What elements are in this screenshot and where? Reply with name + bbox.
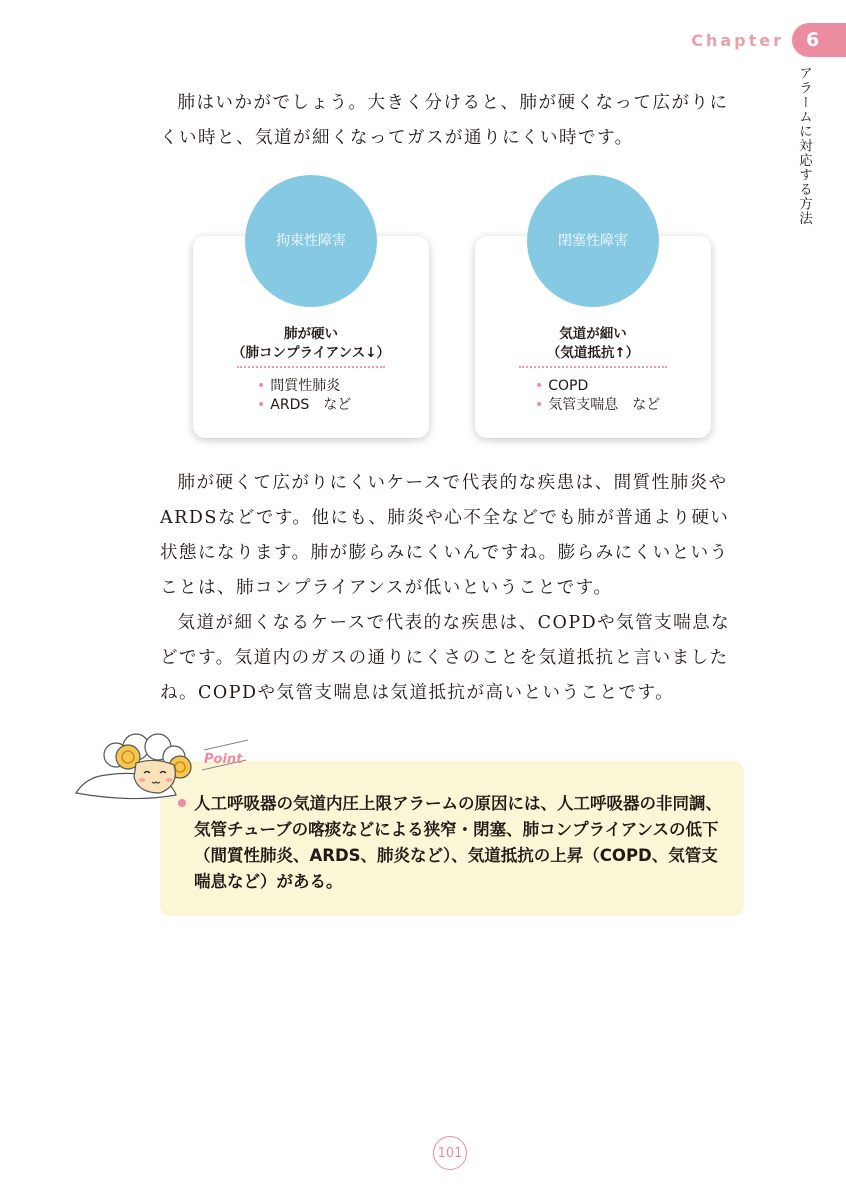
obstructive-circle: 閉塞性障害 xyxy=(527,175,659,307)
restrictive-heading-line2: （肺コンプライアンス↓） xyxy=(231,345,391,361)
dotted-divider xyxy=(519,366,667,368)
restrictive-circle: 拘束性障害 xyxy=(245,175,377,307)
body-paragraph-1: 肺が硬くて広がりにくいケースで代表的な疾患は、間質性肺炎やARDSなどです。他にも、肺炎や心不全などでも肺が普通より硬い状態になります。肺が膨らみにくいんですね。膨らみにくいということは、肺コンプライアンスが低いということです。 xyxy=(160,473,730,598)
obstructive-disease-list xyxy=(535,377,660,415)
sheep-mascot-icon xyxy=(72,733,198,801)
restrictive-card-heading xyxy=(193,325,429,363)
intro-paragraph: 肺はいかがでしょう。大きく分けると、肺が硬くなって広がりにくい時と、気道が細くなってガスが通りにくい時です。 xyxy=(160,93,729,148)
list-item: • COPD xyxy=(535,377,660,396)
list-item: • ARDS など xyxy=(257,396,351,415)
list-item: • 気管支喘息 など xyxy=(535,396,660,415)
obstructive-heading-line2: （気道抵抗↑） xyxy=(546,345,640,361)
restrictive-heading-line1: 肺が硬い xyxy=(284,326,338,342)
dotted-divider xyxy=(237,366,385,368)
chapter-number: 6 xyxy=(792,23,846,57)
body-paragraph-2: 気道が細くなるケースで代表的な疾患は、COPDや気管支喘息などです。気道内のガスの通りにくさのことを気道抵抗と言いましたね。COPDや気管支喘息は気道抵抗が高いということです。 xyxy=(160,613,731,703)
obstructive-heading-line1: 気道が細い xyxy=(559,326,627,342)
list-item: • 間質性肺炎 xyxy=(257,377,351,396)
obstructive-card-heading xyxy=(475,325,711,363)
side-title: アラームに対応する方法 xyxy=(796,66,812,226)
restrictive-disease-list xyxy=(257,377,351,415)
page-number: 101 xyxy=(433,1136,467,1170)
point-label: Point xyxy=(204,752,243,767)
point-text: 人工呼吸器の気道内圧上限アラームの原因には、人工呼吸器の非同調、気管チューブの喀痰などによる狭窄・閉塞、肺コンプライアンスの低下（間質性肺炎、ARDS、肺炎など）、気道抵抗の上昇（COPD、気管支喘息など）がある。 xyxy=(194,794,722,891)
point-box xyxy=(160,761,744,916)
chapter-word: Chapter xyxy=(691,30,784,50)
chapter-tag xyxy=(691,22,846,58)
